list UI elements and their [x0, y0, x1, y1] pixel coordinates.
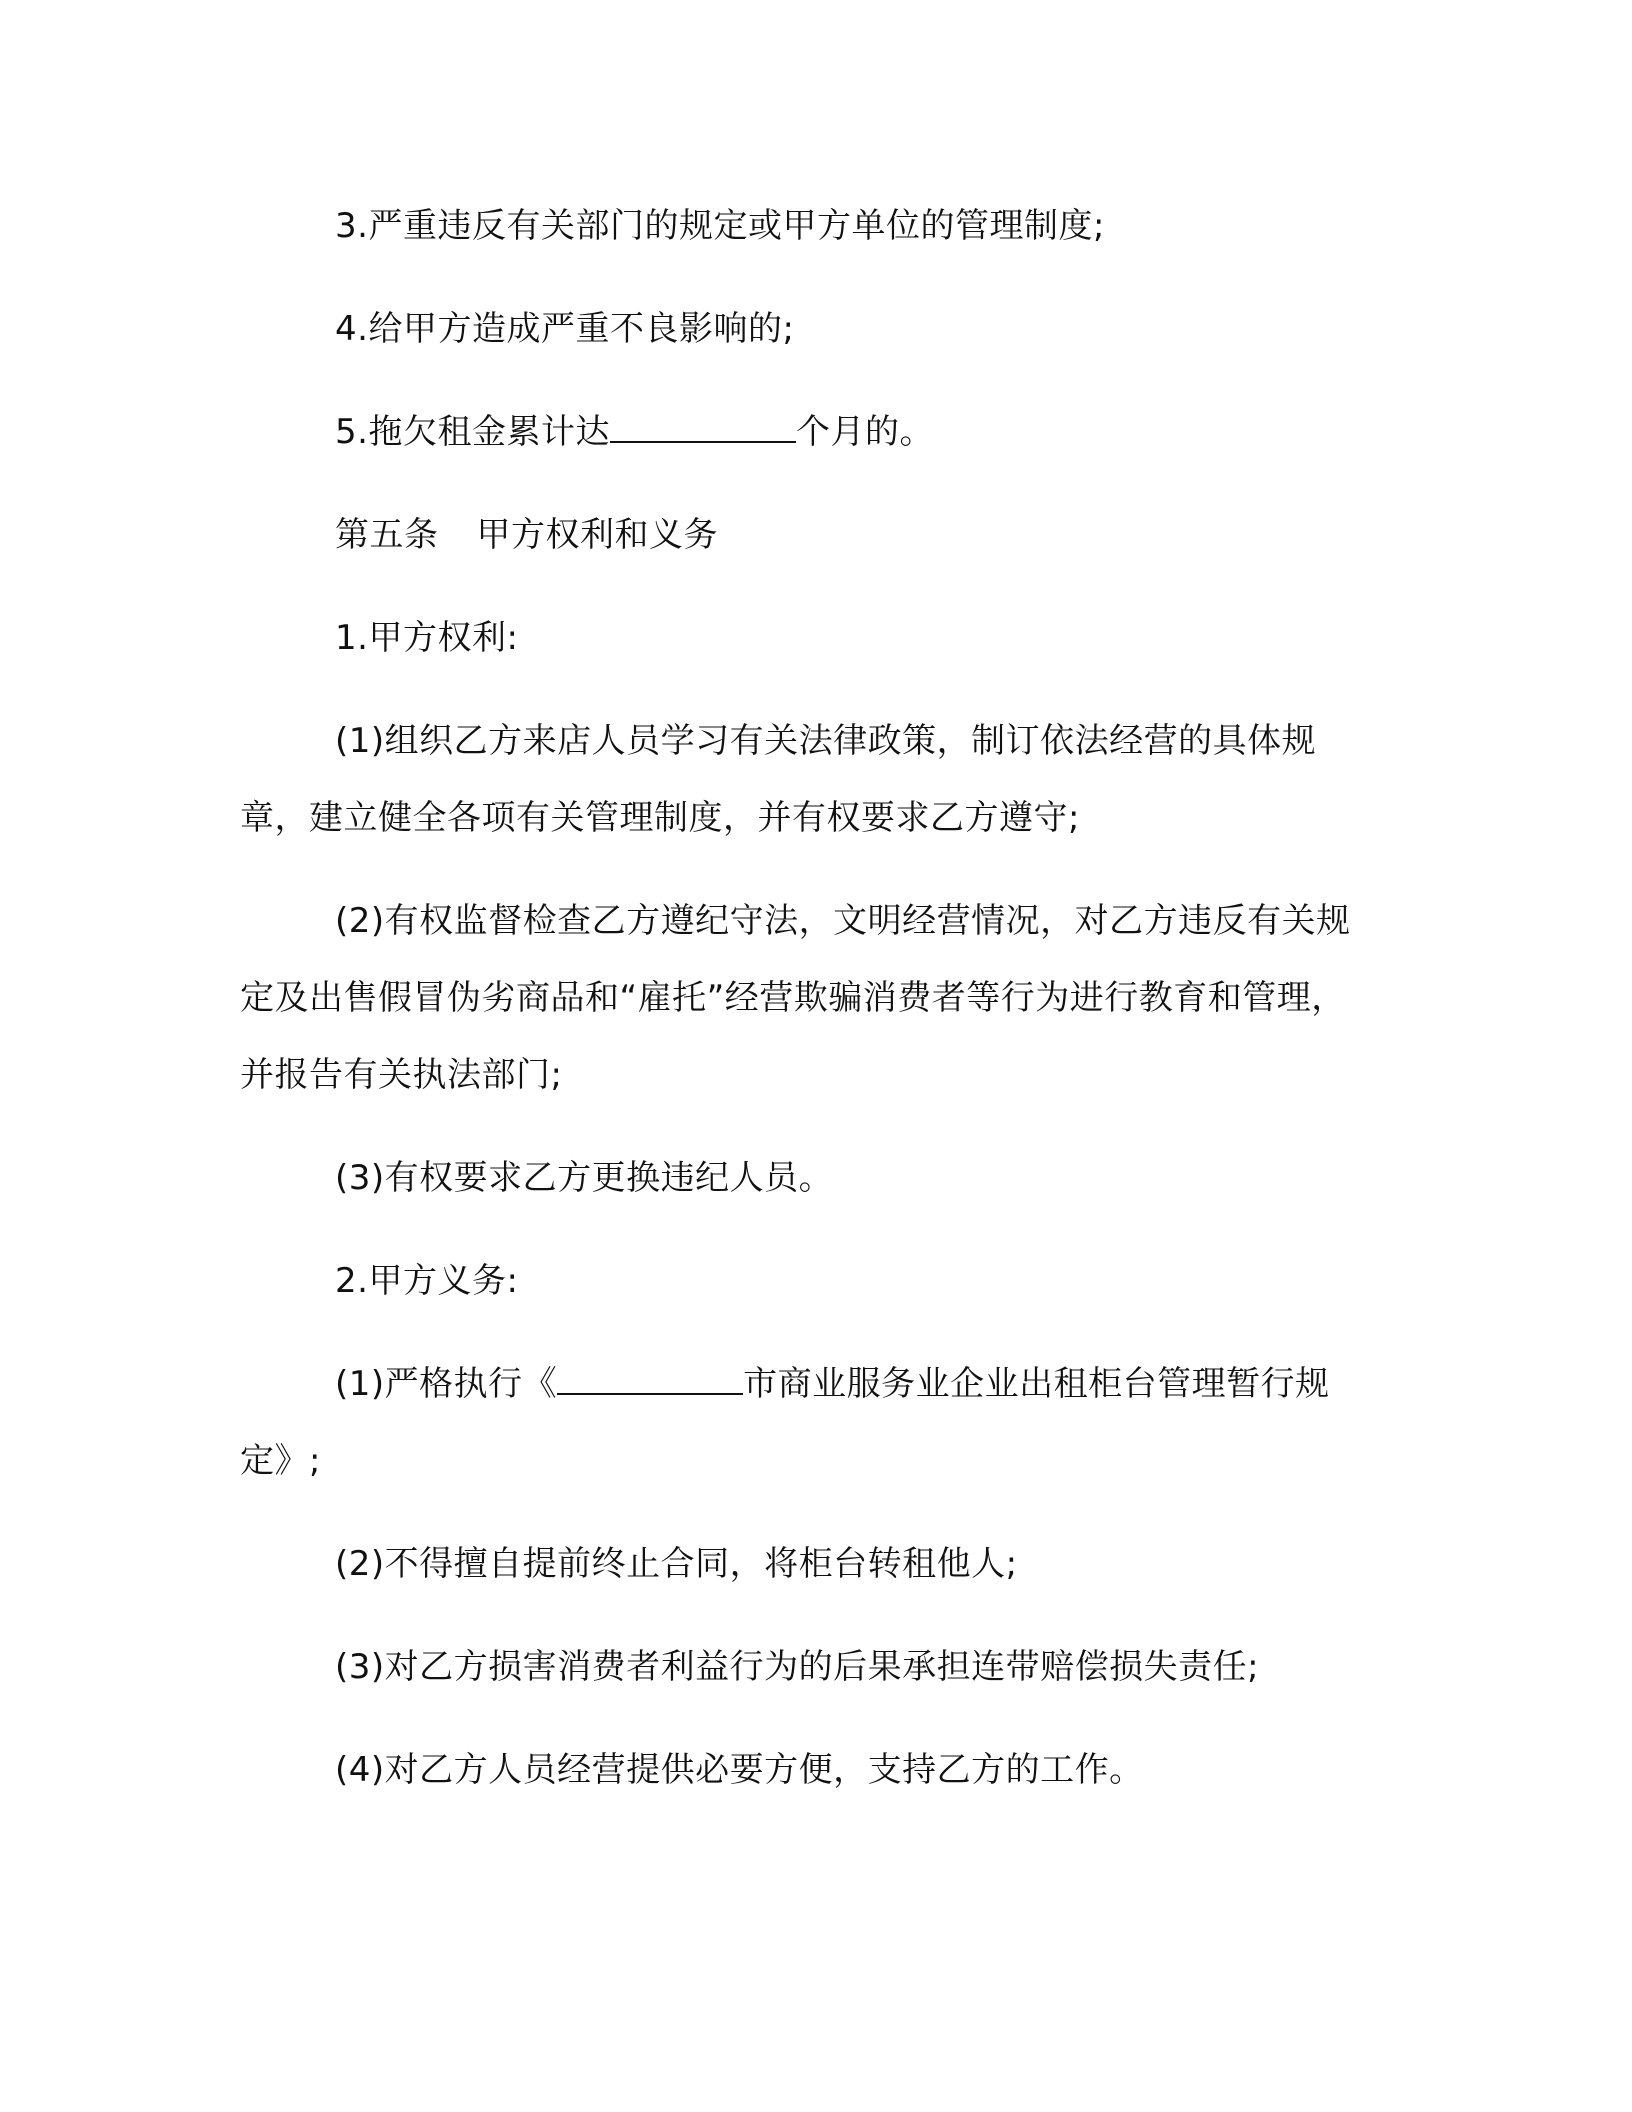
article-number: 第五条 [335, 515, 439, 555]
rights-item-2-text: (2)有权监督检查乙方遵纪守法，文明经营情况，对乙方违反有关规定及出售假冒伪劣商品和“雇托”经营欺骗消费者等行为进行教育和管理，并报告有关执法部门; [240, 901, 1351, 1095]
obligations-item-1-text-after: 市商业服务业企业出租柜台管理暂行规定》; [240, 1364, 1330, 1481]
party-a-rights-heading-text: 1.甲方权利: [335, 618, 519, 658]
clause-item-5-text-before: 5.拖欠租金累计达 [335, 412, 610, 452]
blank-line-city [557, 1367, 743, 1395]
article-title: 甲方权利和义务 [476, 515, 718, 555]
clause-item-4 [240, 291, 1355, 368]
clause-item-5 [240, 394, 1355, 471]
article-5-heading [240, 497, 1355, 574]
obligations-item-2 [240, 1526, 1355, 1603]
clause-item-3-text: 3.严重违反有关部门的规定或甲方单位的管理制度; [335, 206, 1105, 246]
party-a-obligations-heading-text: 2.甲方义务: [335, 1261, 519, 1301]
rights-item-1-text: (1)组织乙方来店人员学习有关法律政策，制订依法经营的具体规章，建立健全各项有关管理制度，并有权要求乙方遵守; [240, 721, 1317, 838]
rights-item-3-text: (3)有权要求乙方更换违纪人员。 [335, 1158, 834, 1198]
obligations-item-2-text: (2)不得擅自提前终止合同，将柜台转租他人; [335, 1544, 1018, 1584]
obligations-item-1 [240, 1346, 1355, 1500]
rights-item-1 [240, 703, 1355, 857]
party-a-rights-heading [240, 600, 1355, 677]
obligations-item-3 [240, 1629, 1355, 1706]
blank-line-months [610, 415, 796, 443]
rights-item-2 [240, 883, 1355, 1114]
party-a-obligations-heading [240, 1243, 1355, 1320]
document-body [240, 188, 1355, 1835]
rights-item-3 [240, 1140, 1355, 1217]
obligations-item-4 [240, 1732, 1355, 1809]
clause-item-3 [240, 188, 1355, 265]
clause-item-5-text-after: 个月的。 [795, 412, 934, 452]
obligations-item-3-text: (3)对乙方损害消费者利益行为的后果承担连带赔偿损失责任; [335, 1647, 1260, 1687]
clause-item-4-text: 4.给甲方造成严重不良影响的; [335, 309, 795, 349]
obligations-item-4-text: (4)对乙方人员经营提供必要方便，支持乙方的工作。 [335, 1750, 1144, 1790]
obligations-item-1-text-before: (1)严格执行《 [335, 1364, 558, 1404]
